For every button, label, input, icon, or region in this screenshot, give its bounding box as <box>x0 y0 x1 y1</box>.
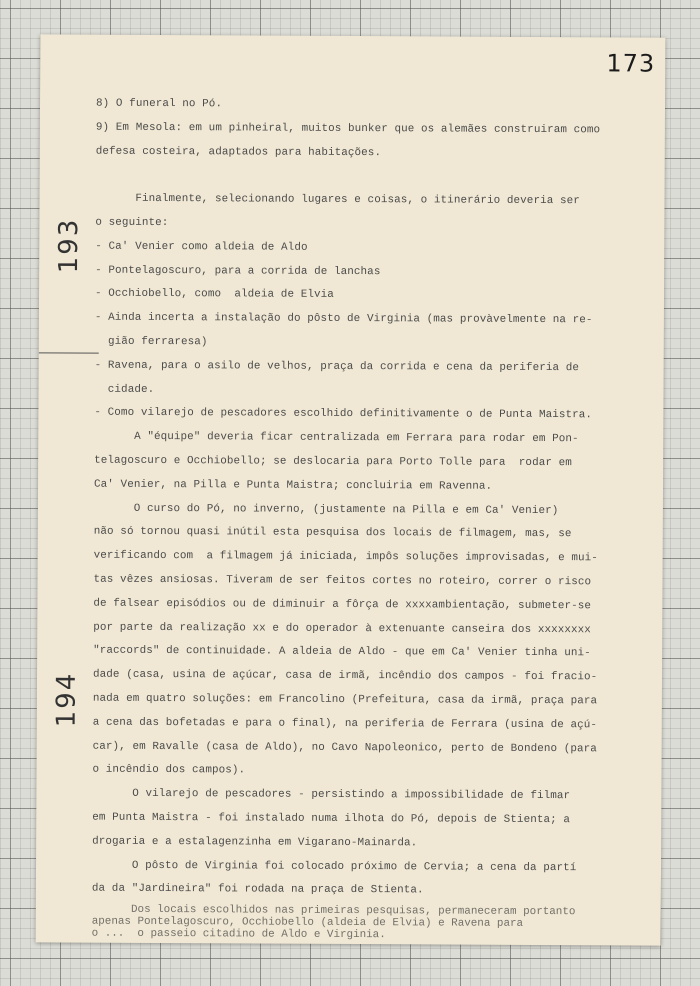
body-text <box>92 93 660 905</box>
faint-text-line: Dos locais escolhidos nas primeiras pesquisas, permaneceram portanto <box>91 903 576 919</box>
typewritten-page <box>36 34 666 945</box>
text-line: tas vêzes ansiosas. Tiveram de ser feitos cortes no roteiro, correr o risco <box>93 573 592 589</box>
text-line: - Ravena, para o asilo de velhos, praça da corrida e cena da periferia de <box>94 359 580 374</box>
text-line <box>96 164 660 191</box>
faint-text-line: o ... o passeio citadino de Aldo e Virginia. <box>91 927 386 942</box>
margin-note-top: 193 <box>53 217 85 274</box>
text-line: gião ferraresa) <box>94 335 208 349</box>
text-line: - Ca' Venier como aldeia de Aldo <box>95 240 308 254</box>
text-line: A "équipe" deveria ficar centralizada em Ferrara para rodar em Pon- <box>94 430 579 446</box>
text-line: o incêndio dos campos). <box>92 763 246 777</box>
carbon-bleed-text <box>92 905 666 944</box>
text-line: - Pontelagoscuro, para a corrida de lanchas <box>95 264 381 278</box>
text-line: dade (casa, usina de açúcar, casa de irmã, incêndio dos campos - foi fracio- <box>92 668 598 684</box>
text-line: a cena das bofetadas e para o final), na periferia de Ferrara (usina de açú- <box>92 716 598 732</box>
text-line: O pôsto de Virginia foi colocado próximo de Cervia; a cena da partí <box>92 859 577 874</box>
text-line: 8) O funeral no Pó. <box>95 97 223 111</box>
text-line: car), em Ravalle (casa de Aldo), no Cavo Napoleonico, perto de Bondeno (para <box>92 740 597 755</box>
margin-rule <box>39 352 99 353</box>
text-line: 9) Em Mesola: em um pinheiral, muitos bunker que os alemães construiram como <box>95 121 601 137</box>
text-line: - Ainda incerta a instalação do pôsto de Virginia (mas provàvelmente na re- <box>94 311 593 327</box>
page-number: 173 <box>606 49 656 78</box>
text-line: "raccords" de continuidade. A aldeia de Aldo - que em Ca' Venier tinha uni- <box>93 644 591 660</box>
text-line: defesa costeira, adaptados para habitações. <box>95 145 382 159</box>
text-line: O curso do Pó, no inverno, (justamente na Pilla e em Ca' Venier) <box>93 502 559 517</box>
text-line: da da "Jardineira" foi rodada na praça de Stienta. <box>91 882 424 897</box>
faint-text-line: apenas Pontelagoscuro, Occhiobello (aldeia de Elvia) e Ravena para <box>91 915 524 930</box>
text-line: não só tornou quasi inútil esta pesquisa dos locais de filmagem, mas, se <box>93 526 572 541</box>
text-line: Finalmente, selecionando lugares e coisas, o itinerário deveria ser <box>95 192 580 208</box>
text-line: em Punta Maistra - foi instalado numa ilhota do Pó, depois de Stienta; a <box>92 811 571 827</box>
text-line: nada em quatro soluções: em Francolino (Prefeitura, casa da irmã, praça para <box>92 692 598 708</box>
text-line: Ca' Venier, na Pilla e Punta Maistra; concluiria em Ravenna. <box>93 478 493 493</box>
text-line: cidade. <box>94 383 155 396</box>
margin-note-bottom: 194 <box>51 671 82 728</box>
text-line: O vilarejo de pescadores - persistindo a impossibilidade de filmar <box>92 787 571 803</box>
text-line: de falsear episódios ou de diminuir a fôrça de xxxxambientação, submeter-se <box>93 597 592 612</box>
text-line: o seguinte: <box>95 216 169 230</box>
text-line: por parte da realização xx e do operador à extenuante canseira dos xxxxxxxx <box>93 621 591 636</box>
text-line: - Como vilarejo de pescadores escolhido definitivamente o de Punta Maistra. <box>94 407 593 422</box>
text-line: verificando com a filmagem já iniciada, impôs soluções improvisadas, e mui- <box>93 549 598 565</box>
text-line: telagoscuro e Occhiobello; se deslocaria para Porto Tolle para rodar em <box>94 454 572 470</box>
text-line: drogaria e a estalagenzinha em Vigarano-Mainarda. <box>92 835 418 850</box>
text-line: - Occhiobello, como aldeia de Elvia <box>94 288 334 302</box>
